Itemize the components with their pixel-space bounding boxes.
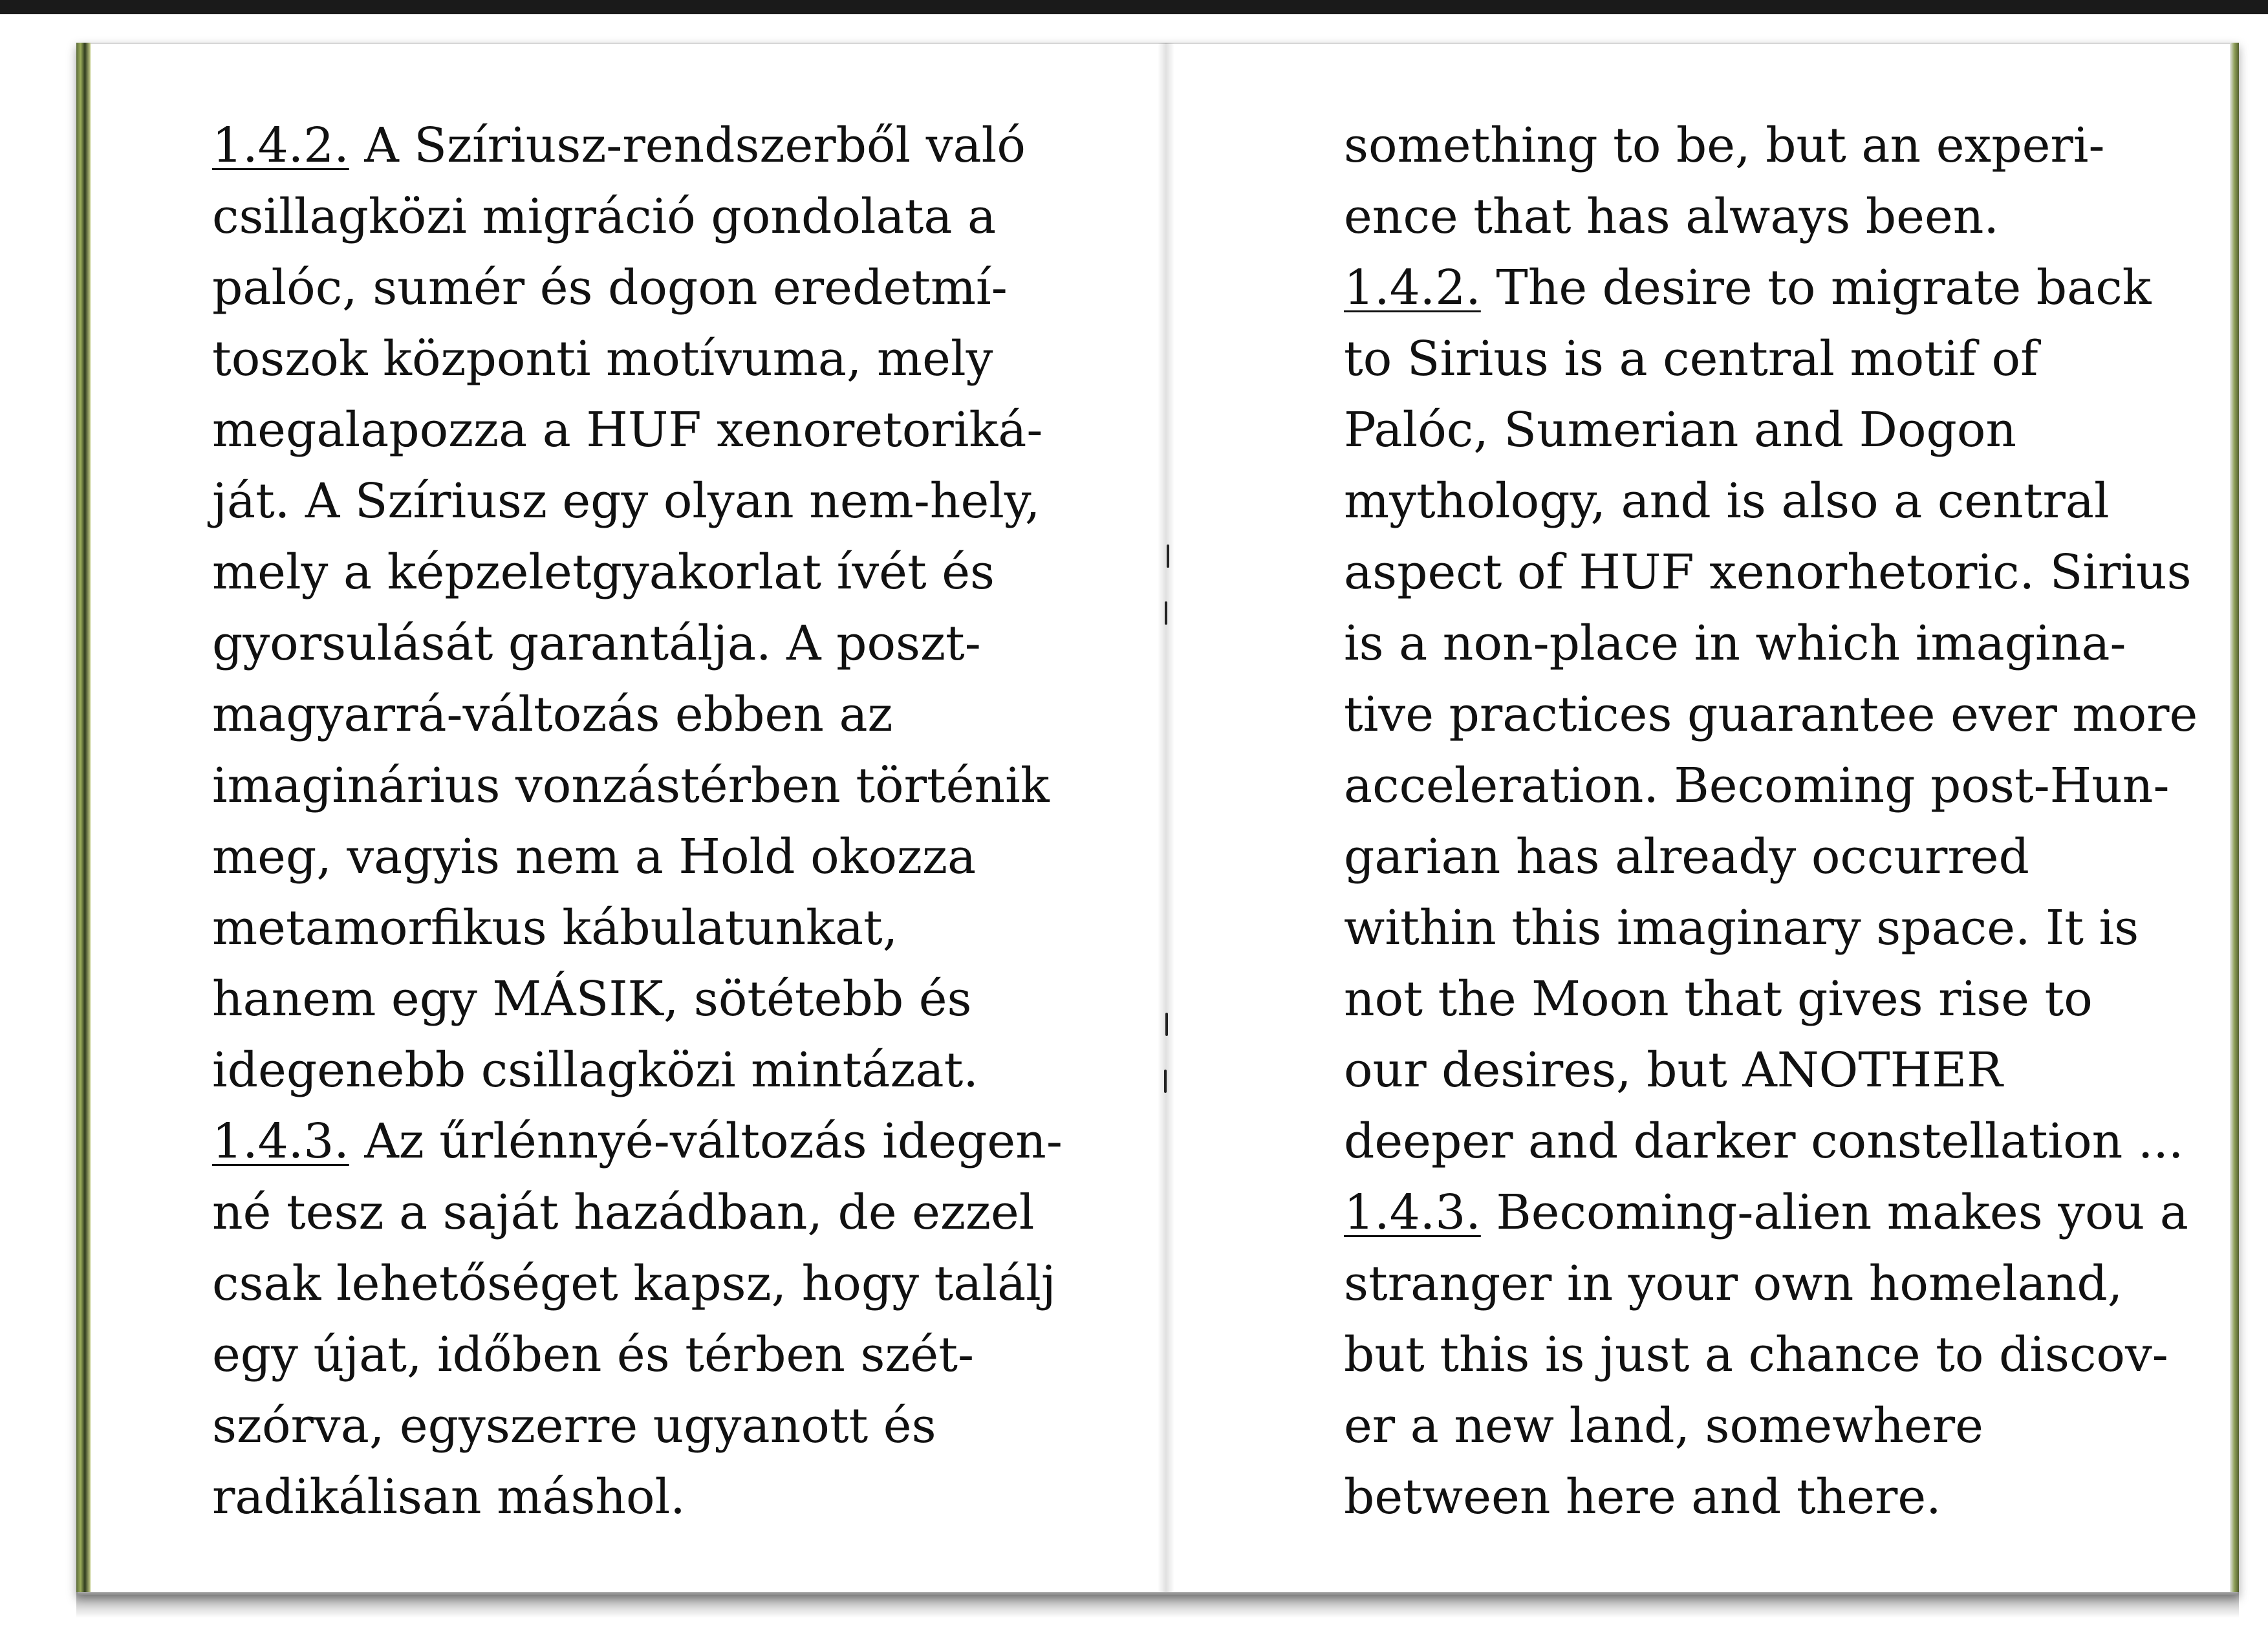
binding-stitch [1164, 1070, 1167, 1093]
right-line-6: mythology, and is also a central [1344, 473, 2110, 529]
binding-stitch [1165, 601, 1167, 625]
right-line-9: tive practices guarantee ever more [1344, 687, 2198, 742]
left-line-14: idegenebb csillagközi mintázat. [212, 1042, 978, 1098]
left-line-16: né tesz a saját hazádban, de ezzel [212, 1185, 1035, 1240]
left-line-19: szórva, egyszerre ugyanott és [212, 1398, 936, 1454]
right-line-19: er a new land, somewhere [1344, 1398, 1983, 1454]
right-line-20: between here and there. [1344, 1469, 1941, 1525]
left-line-18: egy újat, időben és térben szét- [212, 1327, 974, 1383]
left-line-9: magyarrá-változás ebben az [212, 687, 893, 742]
right-line-14: our desires, but ANOTHER [1344, 1042, 2003, 1098]
right-line-17: stranger in your own homeland, [1344, 1256, 2123, 1311]
right-line-10: acceleration. Becoming post-Hun- [1344, 758, 2170, 814]
binding-stitch [1165, 1013, 1168, 1036]
green-cover-edge-right [2230, 43, 2239, 1592]
left-line-12: metamorfikus kábulatunkat, [212, 900, 898, 956]
right-page-text [1344, 110, 2198, 1533]
center-gutter [1158, 43, 1174, 1592]
right-line-7: aspect of HUF xenorhetoric. Sirius [1344, 544, 2192, 600]
right-line-15: deeper and darker constellation ... [1344, 1114, 2184, 1169]
right-line-11: garian has already occurred [1344, 829, 2029, 885]
left-line-4: toszok központi motívuma, mely [212, 331, 993, 387]
left-line-17: csak lehetőséget kapsz, hogy találj [212, 1256, 1056, 1311]
right-line-18: but this is just a chance to discov- [1344, 1327, 2168, 1383]
right-line-12: within this imaginary space. It is [1344, 900, 2139, 956]
left-line-3: palóc, sumér és dogon eredetmí- [212, 260, 1008, 316]
left-line-7: mely a képzeletgyakorlat ívét és [212, 544, 995, 600]
binding-stitch [1167, 544, 1169, 568]
left-line-5: megalapozza a HUF xenoretoriká- [212, 402, 1043, 458]
right-line-13: not the Moon that gives rise to [1344, 971, 2093, 1027]
left-line-6: ját. A Szíriusz egy olyan nem-hely, [212, 473, 1041, 529]
booklet-bottom-shadow [76, 1592, 2239, 1618]
scanner-top-edge [0, 0, 2268, 14]
left-line-13: hanem egy MÁSIK, sötétebb és [212, 971, 972, 1027]
left-line-20: radikálisan máshol. [212, 1469, 686, 1525]
right-line-4: to Sirius is a central motif of [1344, 331, 2038, 387]
right-line-3: 1.4.2. The desire to migrate back [1344, 260, 2152, 316]
right-line-1: something to be, but an experi- [1344, 118, 2105, 173]
left-line-10: imaginárius vonzástérben történik [212, 758, 1050, 814]
left-line-8: gyorsulását garantálja. A poszt- [212, 616, 981, 671]
left-line-11: meg, vagyis nem a Hold okozza [212, 829, 977, 885]
right-line-16: 1.4.3. Becoming-alien makes you a [1344, 1185, 2188, 1240]
right-line-5: Palóc, Sumerian and Dogon [1344, 402, 2017, 458]
left-page-text [212, 110, 1063, 1533]
right-line-2: ence that has always been. [1344, 189, 1999, 244]
green-cover-edge-left [76, 43, 91, 1592]
right-line-8: is a non-place in which imagina- [1344, 616, 2126, 671]
left-line-15: 1.4.3. Az űrlénnyé-változás idegen- [212, 1114, 1063, 1169]
left-line-1: 1.4.2. A Szíriusz-rendszerből való [212, 118, 1026, 173]
left-line-2: csillagközi migráció gondolata a [212, 189, 997, 244]
